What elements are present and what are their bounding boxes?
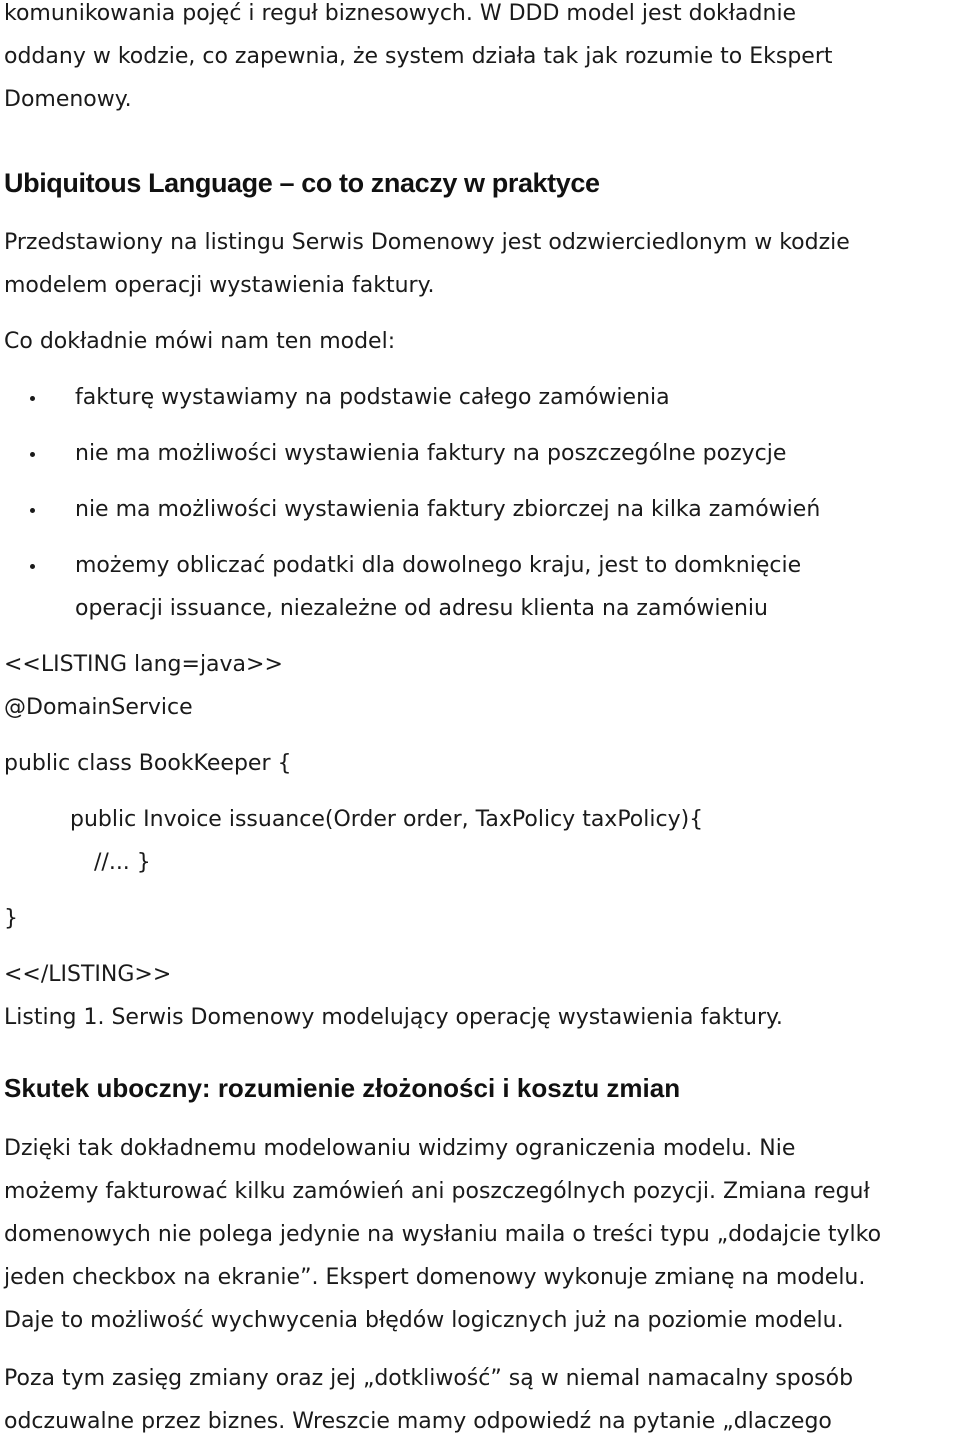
listing-open-tag: <<LISTING lang=java>> bbox=[4, 652, 283, 677]
listing-close-tag: <</LISTING>> bbox=[4, 962, 172, 987]
text-line: Domenowy. bbox=[4, 87, 132, 112]
bullet-text: możemy obliczać podatki dla dowolnego kraju, jest to domknięcie bbox=[75, 553, 802, 578]
text-line: odczuwalne przez biznes. Wreszcie mamy odpowiedź na pytanie „dlaczego bbox=[4, 1409, 832, 1434]
listing-annotation: @DomainService bbox=[4, 695, 193, 720]
text-line: jeden checkbox na ekranie”. Ekspert domenowy wykonuje zmianę na modelu. bbox=[4, 1265, 866, 1290]
text-line: Dzięki tak dokładnemu modelowaniu widzimy ograniczenia modelu. Nie bbox=[4, 1136, 796, 1161]
section-heading: Skutek uboczny: rozumienie złożoności i kosztu zmian bbox=[4, 1073, 681, 1103]
lead-text: Co dokładnie mówi nam ten model: bbox=[4, 329, 396, 354]
bullet-text: nie ma możliwości wystawienia faktury na poszczególne pozycje bbox=[75, 441, 787, 466]
bullet-text: fakturę wystawiamy na podstawie całego zamówienia bbox=[75, 385, 670, 410]
listing-class-declaration: public class BookKeeper { bbox=[4, 751, 292, 776]
intro-paragraph bbox=[4, 0, 833, 121]
list-item bbox=[4, 432, 820, 475]
text-line: Daje to możliwość wychwycenia błędów logicznych już na poziomie modelu. bbox=[4, 1308, 844, 1333]
listing-class-close: } bbox=[4, 906, 18, 931]
section2-paragraph-2 bbox=[4, 1357, 853, 1443]
text-line: Przedstawiony na listingu Serwis Domenowy jest odzwierciedlonym w kodzie bbox=[4, 230, 850, 255]
section2-paragraph-1 bbox=[4, 1127, 881, 1342]
bullet-text: operacji issuance, niezależne od adresu klienta na zamówieniu bbox=[75, 596, 768, 621]
section-heading: Ubiquitous Language – co to znaczy w praktyce bbox=[4, 168, 600, 198]
text-line: komunikowania pojęć i reguł biznesowych. W DDD model jest dokładnie bbox=[4, 1, 797, 26]
text-line: domenowych nie polega jedynie na wysłaniu maila o treści typu „dodajcie tylko bbox=[4, 1222, 882, 1247]
list-item bbox=[4, 544, 820, 630]
text-line: modelem operacji wystawienia faktury. bbox=[4, 273, 435, 298]
listing-method-body: //... } bbox=[94, 850, 151, 875]
listing-caption: Listing 1. Serwis Domenowy modelujący operację wystawienia faktury. bbox=[4, 1005, 783, 1030]
list-item bbox=[4, 488, 820, 531]
text-line: Poza tym zasięg zmiany oraz jej „dotkliwość” są w niemal namacalny sposób bbox=[4, 1366, 854, 1391]
text-line: oddany w kodzie, co zapewnia, że system działa tak jak rozumie to Ekspert bbox=[4, 44, 833, 69]
list-item bbox=[4, 376, 820, 419]
listing-method-declaration: public Invoice issuance(Order order, TaxPolicy taxPolicy){ bbox=[70, 807, 704, 832]
bullet-list bbox=[4, 376, 820, 630]
bullet-text: nie ma możliwości wystawienia faktury zbiorczej na kilka zamówień bbox=[75, 497, 821, 522]
text-line: możemy fakturować kilku zamówień ani poszczególnych pozycji. Zmiana reguł bbox=[4, 1179, 870, 1204]
section1-paragraph bbox=[4, 221, 850, 307]
